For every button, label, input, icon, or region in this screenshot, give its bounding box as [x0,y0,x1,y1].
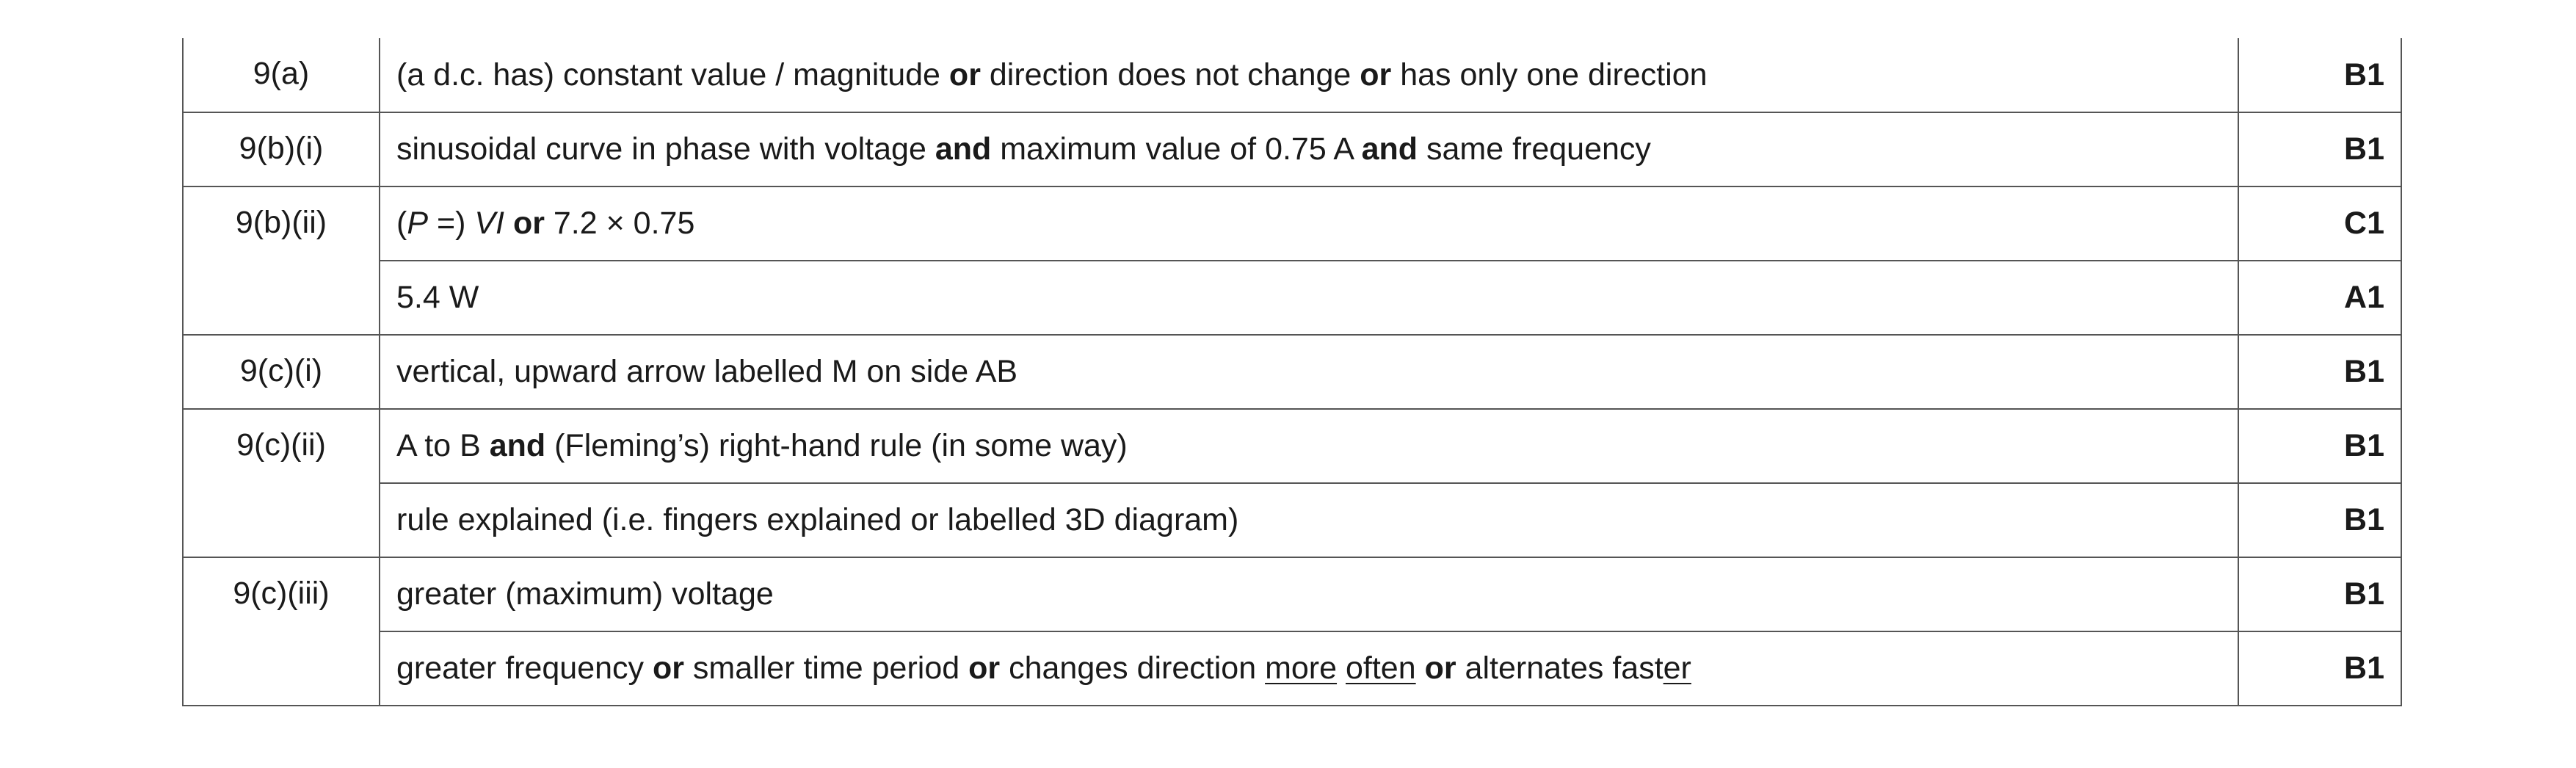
answer-text-segment: rule explained (i.e. fingers explained or labelled 3D diagram) [396,502,1239,537]
mark-scheme-table [182,38,2402,706]
answer-text-segment: or [968,651,1001,686]
answer-text [380,261,2238,335]
mark-code: B1 [2238,409,2401,483]
answer-text-segment: maximum value of 0.75 A [991,131,1362,167]
answer-text-segment: and [489,428,546,463]
table-row [183,631,2401,706]
question-number: 9(c)(ii) [183,409,380,557]
answer-text [380,483,2238,557]
answer-text-segment: greater (maximum) voltage [396,576,774,612]
question-number: 9(b)(i) [183,112,380,186]
answer-text-segment: or [512,206,545,241]
answer-text [380,112,2238,186]
table-row [183,261,2401,335]
answer-text-segment: VI [474,206,504,241]
answer-text [380,186,2238,261]
answer-text-segment: same frequency [1418,131,1651,167]
answer-text [380,335,2238,409]
question-number: 9(b)(ii) [183,186,380,335]
question-number: 9(c)(iii) [183,557,380,706]
answer-text-segment: changes direction [1000,651,1266,686]
mark-code: B1 [2238,557,2401,631]
table-row [183,186,2401,261]
answer-text-segment [1416,651,1425,686]
answer-text-segment: (Fleming’s) right-hand rule (in some way) [545,428,1128,463]
mark-code: A1 [2238,261,2401,335]
answer-text-segment: A to B [396,428,490,463]
mark-scheme-body [183,38,2401,706]
mark-code: B1 [2238,38,2401,112]
answer-text [380,409,2238,483]
answer-text-segment: or [652,651,684,686]
answer-text-segment: or [1360,57,1392,93]
answer-text-segment: often [1346,651,1416,686]
question-number: 9(a) [183,38,380,112]
answer-text [380,631,2238,706]
answer-text [380,38,2238,112]
table-row [183,335,2401,409]
mark-code: B1 [2238,483,2401,557]
answer-text-segment: 5.4 W [396,280,479,315]
answer-text [380,557,2238,631]
table-row [183,409,2401,483]
answer-text-segment: (a d.c. has) constant value / magnitude [396,57,949,93]
answer-text-segment: has only one direction [1391,57,1708,93]
answer-text-segment [1337,651,1346,686]
answer-text-segment: greater frequency [396,651,653,686]
answer-text-segment: 7.2 × 0.75 [544,206,695,241]
question-number: 9(c)(i) [183,335,380,409]
answer-text-segment: and [935,131,992,167]
table-row [183,38,2401,112]
mark-code: B1 [2238,112,2401,186]
table-row [183,557,2401,631]
answer-text-segment: and [1361,131,1418,167]
answer-text-segment: ( [396,206,407,241]
answer-text-segment: sinusoidal curve in phase with voltage [396,131,935,167]
mark-code: C1 [2238,186,2401,261]
answer-text-segment: or [948,57,981,93]
answer-text-segment: P [407,206,429,241]
answer-text-segment: more [1265,651,1338,686]
answer-text-segment: =) [428,206,475,241]
mark-code: B1 [2238,335,2401,409]
answer-text-segment: alternates fast [1456,651,1663,686]
answer-text-segment: or [1424,651,1456,686]
answer-text-segment [504,206,513,241]
answer-text-segment: vertical, upward arrow labelled M on side AB [396,354,1018,389]
answer-text-segment: er [1663,651,1691,686]
answer-text-segment: smaller time period [683,651,969,686]
table-row [183,483,2401,557]
table-row [183,112,2401,186]
mark-code: B1 [2238,631,2401,706]
answer-text-segment: direction does not change [980,57,1360,93]
